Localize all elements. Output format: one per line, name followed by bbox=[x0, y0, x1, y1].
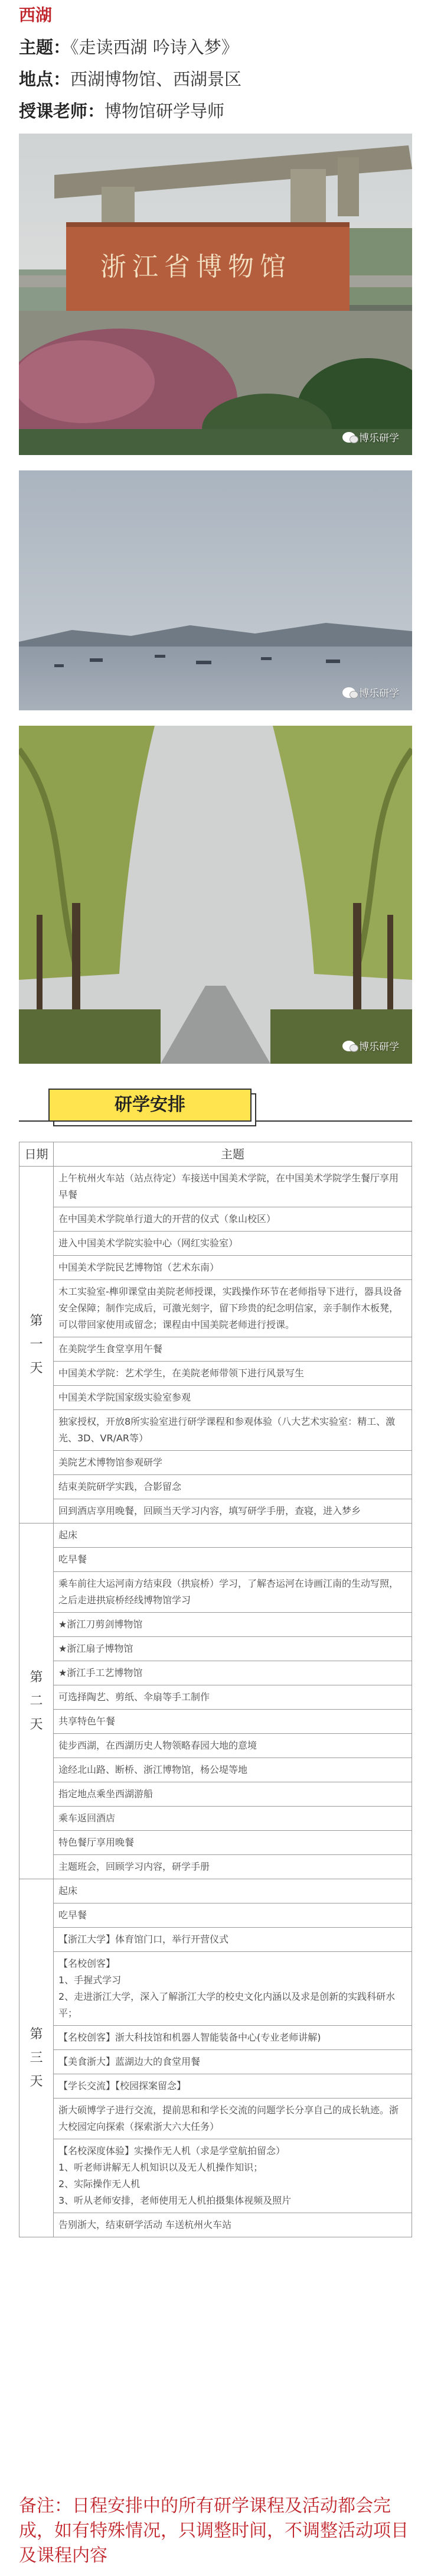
table-row bbox=[19, 1232, 412, 1256]
info-teacher bbox=[19, 98, 224, 122]
schedule-item: 特色餐厅享用晚餐 bbox=[54, 1831, 412, 1855]
watermark-text: 博乐研学 bbox=[359, 433, 399, 444]
table-row bbox=[19, 2139, 412, 2213]
table-row bbox=[19, 1903, 412, 1928]
schedule-item: 浙大硕博学子进行交流，提前思和和学长交流的问题学长分享自己的成长轨迹。浙大校园定向探索（探索浙大六大任务） bbox=[54, 2099, 412, 2139]
table-row bbox=[19, 1207, 412, 1232]
photo-willow-path bbox=[19, 726, 412, 1064]
watermark-text: 博乐研学 bbox=[359, 1041, 399, 1053]
schedule-item: 主题班会，回顾学习内容，研学手册 bbox=[54, 1855, 412, 1879]
day-label bbox=[19, 1167, 54, 1523]
table-row bbox=[19, 1337, 412, 1362]
day-label-char: 天 bbox=[30, 1360, 43, 1376]
day-label-char: 第 bbox=[30, 1669, 43, 1685]
day-label bbox=[19, 1879, 54, 2237]
schedule-item: 乘车返回酒店 bbox=[54, 1807, 412, 1831]
schedule-heading bbox=[19, 1087, 412, 1123]
west-lake-illustration bbox=[19, 470, 412, 710]
teacher-value: 博物馆研学导师 bbox=[105, 101, 225, 121]
section-title: 西湖 bbox=[19, 5, 53, 25]
table-row bbox=[19, 2074, 412, 2099]
table-row bbox=[19, 1734, 412, 1758]
schedule-item: 起床 bbox=[54, 1523, 412, 1548]
table-row bbox=[19, 1879, 412, 1903]
table-row bbox=[19, 2026, 412, 2050]
day-label-char: 第 bbox=[30, 1313, 43, 1328]
schedule-item: 【名校创客】浙大科技馆和机器人智能装备中心(专业老师讲解) bbox=[54, 2026, 412, 2050]
table-row bbox=[19, 1637, 412, 1661]
schedule-item: 共享特色午餐 bbox=[54, 1710, 412, 1734]
teacher-label: 授课老师： bbox=[19, 101, 105, 121]
wechat-icon bbox=[342, 432, 355, 443]
table-row bbox=[19, 1475, 412, 1499]
photo-west-lake bbox=[19, 470, 412, 710]
table-row bbox=[19, 1256, 412, 1280]
watermark bbox=[342, 685, 399, 700]
table-row bbox=[19, 1548, 412, 1572]
table-row bbox=[19, 1280, 412, 1337]
table-row bbox=[19, 1855, 412, 1879]
day-label-char: 三 bbox=[30, 2050, 43, 2065]
day-label-char: 第 bbox=[30, 2026, 43, 2042]
schedule-item: 徒步西湖，在西湖历史人物领略春园大地的意境 bbox=[54, 1734, 412, 1758]
table-row bbox=[19, 1661, 412, 1685]
table-row bbox=[19, 1362, 412, 1386]
day-label-char: 二 bbox=[30, 1693, 43, 1708]
schedule-item: 结束美院研学实践，合影留念 bbox=[54, 1475, 412, 1499]
schedule-item: 告别浙大，结束研学活动 车送杭州火车站 bbox=[54, 2213, 412, 2237]
schedule-item: 乘车前往大运河南方结束段（拱宸桥）学习，了解杏运河在诗画江南的生动写照，之后走进拱宸桥经线博物馆学习 bbox=[54, 1572, 412, 1613]
schedule-item: 美院艺术博物馆参观研学 bbox=[54, 1451, 412, 1475]
schedule-body bbox=[19, 1167, 412, 2237]
schedule-item: 【名校深度体验】实操作无人机（求是学堂航拍留念） 1、听老师讲解无人机知识以及无人机操作知识； 2、实际操作无人机 3、听从老师安排，老师使用无人机拍摄集体视频及照片 bbox=[54, 2139, 412, 2213]
museum-gate-illustration bbox=[19, 134, 412, 455]
schedule-item: ★浙江刀剪剑博物馆 bbox=[54, 1613, 412, 1637]
table-row bbox=[19, 1831, 412, 1855]
table-row bbox=[19, 1685, 412, 1710]
schedule-item: 【浙江大学】体育馆门口，举行开营仪式 bbox=[54, 1928, 412, 1952]
schedule-item: 木工实验室-榫卯课堂由美院老师授课，实践操作环节在老师指导下进行，器具设备安全保障；制作完成后，可激光刻字，留下珍贵的纪念明信家，亲手制作木板凳，可以带回家使用或留念；课程由中国美院老师进行授课。 bbox=[54, 1280, 412, 1337]
watermark-text: 博乐研学 bbox=[359, 688, 399, 700]
day-label-char: 天 bbox=[30, 1717, 43, 1732]
schedule-item: 【美食浙大】蓝湖边大的食堂用餐 bbox=[54, 2050, 412, 2074]
schedule-item: 中国美术学院国家级实验室参观 bbox=[54, 1386, 412, 1410]
schedule-item: 在美院学生食堂享用午餐 bbox=[54, 1337, 412, 1362]
watermark bbox=[342, 430, 399, 444]
wechat-icon bbox=[342, 687, 355, 698]
schedule-item: 【学长交流】【校园探案留念】 bbox=[54, 2074, 412, 2099]
gate-sign-text: 浙江省博物馆 bbox=[100, 252, 292, 282]
table-row bbox=[19, 1386, 412, 1410]
table-row bbox=[19, 1758, 412, 1782]
schedule-item: 吃早餐 bbox=[54, 1903, 412, 1928]
table-row bbox=[19, 1572, 412, 1613]
info-theme bbox=[19, 34, 239, 59]
table-row bbox=[19, 1807, 412, 1831]
day-label-char: 天 bbox=[30, 2074, 43, 2089]
schedule-item: 进入中国美术学院实验中心（网红实验室） bbox=[54, 1232, 412, 1256]
table-row bbox=[19, 1523, 412, 1548]
schedule-item: 独家授权，开放8所实验室进行研学课程和参观体验（八大艺术实验室：精工、激光、3D、VR/AR等） bbox=[54, 1410, 412, 1451]
table-row bbox=[19, 1710, 412, 1734]
willow-path-illustration bbox=[19, 726, 412, 1064]
place-label: 地点： bbox=[19, 69, 71, 89]
table-row bbox=[19, 1928, 412, 1952]
schedule-heading-text: 研学安排 bbox=[115, 1094, 185, 1115]
watermark bbox=[342, 1038, 399, 1053]
schedule-note: 备注：日程安排中的所有研学课程及活动都会完成，如有特殊情况，只调整时间，不调整活动项目及课程内容 bbox=[19, 2496, 409, 2566]
wechat-icon bbox=[342, 1041, 355, 1051]
schedule-item: 起床 bbox=[54, 1879, 412, 1903]
day-label bbox=[19, 1523, 54, 1879]
schedule-item: 可选择陶艺、剪纸、伞扇等手工制作 bbox=[54, 1685, 412, 1710]
table-row bbox=[19, 1167, 412, 1207]
table-row bbox=[19, 1952, 412, 2026]
photo-museum-gate bbox=[19, 134, 412, 455]
table-row bbox=[19, 2213, 412, 2237]
header-topic: 主题 bbox=[54, 1142, 412, 1167]
schedule-item: 上午杭州火车站（站点待定）车接送中国美术学院，在中国美术学院学生餐厅享用早餐 bbox=[54, 1167, 412, 1207]
info-place bbox=[19, 66, 241, 90]
schedule-item: 吃早餐 bbox=[54, 1548, 412, 1572]
schedule-item: 中国美术学院：艺术学生，在美院老师带领下进行风景写生 bbox=[54, 1362, 412, 1386]
header-date: 日期 bbox=[19, 1142, 54, 1167]
table-row bbox=[19, 1782, 412, 1807]
schedule-item: 回到酒店享用晚餐，回顾当天学习内容，填写研学手册，查寝，进入梦乡 bbox=[54, 1499, 412, 1523]
table-row bbox=[19, 2099, 412, 2139]
schedule-item: ★浙江手工艺博物馆 bbox=[54, 1661, 412, 1685]
place-value: 西湖博物馆、西湖景区 bbox=[70, 69, 242, 89]
table-row bbox=[19, 1451, 412, 1475]
table-header-row bbox=[19, 1142, 412, 1167]
day-label-char: 一 bbox=[30, 1337, 43, 1352]
schedule-item: 指定地点乘坐西湖游船 bbox=[54, 1782, 412, 1807]
schedule-item: 【名校创客】 1、手握式学习 2、走进浙江大学，深入了解浙江大学的校史文化内涵以及求是创新的实践科研水平； bbox=[54, 1952, 412, 2026]
table-row bbox=[19, 1613, 412, 1637]
schedule-table bbox=[19, 1142, 412, 2237]
schedule-item: ★浙江扇子博物馆 bbox=[54, 1637, 412, 1661]
table-row bbox=[19, 1499, 412, 1523]
table-row bbox=[19, 2050, 412, 2074]
theme-value: 《走读西湖 吟诗入梦》 bbox=[70, 37, 239, 57]
schedule-item: 途经北山路、断桥、浙江博物馆，杨公堤等地 bbox=[54, 1758, 412, 1782]
schedule-item: 中国美术学院民艺博物馆（艺术东南） bbox=[54, 1256, 412, 1280]
theme-label: 主题： bbox=[19, 37, 71, 57]
schedule-item: 在中国美术学院单行道大的开营的仪式（象山校区） bbox=[54, 1207, 412, 1232]
table-row bbox=[19, 1410, 412, 1451]
